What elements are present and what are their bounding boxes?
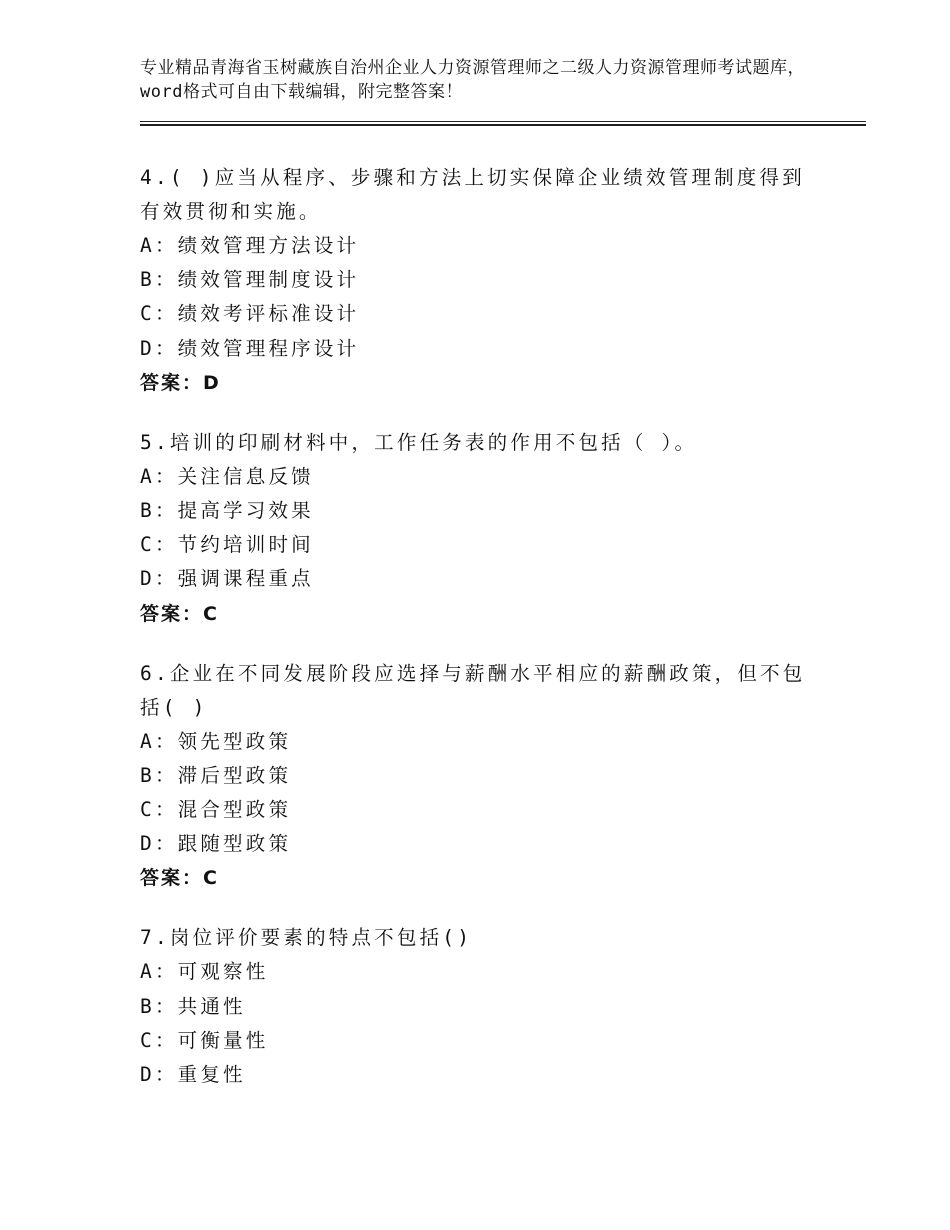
- question-list: [140, 161, 820, 1118]
- answer-line: 答案：C: [140, 867, 219, 890]
- option-a: A：可观察性: [140, 960, 269, 984]
- option-d: D：重复性: [140, 1063, 246, 1087]
- question-6: [140, 657, 820, 896]
- question-stem: 5.培训的印刷材料中，工作任务表的作用不包括（ ）。: [140, 430, 698, 454]
- option-b: B：提高学习效果: [140, 499, 314, 523]
- option-b: B：共通性: [140, 994, 246, 1018]
- option-a: A：领先型政策: [140, 729, 292, 753]
- question-5: [140, 426, 820, 631]
- header-rule-thin: [140, 121, 866, 122]
- option-a: A：关注信息反馈: [140, 464, 314, 488]
- option-c: C：绩效考评标准设计: [140, 302, 360, 326]
- header-rule-thick: [140, 124, 866, 126]
- option-c: C：混合型政策: [140, 798, 292, 822]
- option-a: A：绩效管理方法设计: [140, 234, 360, 257]
- option-c: C：可衡量性: [140, 1028, 269, 1052]
- question-4: [140, 161, 820, 400]
- question-7: [140, 921, 820, 1092]
- question-stem: 4.( )应当从程序、步骤和方法上切实保障企业绩效管理制度得到有效贯彻和实施。: [140, 166, 805, 223]
- option-d: D：跟随型政策: [140, 832, 292, 856]
- question-stem: 7.岗位评价要素的特点不包括(): [140, 926, 473, 950]
- option-b: B：绩效管理制度设计: [140, 268, 360, 292]
- answer-line: 答案：C: [140, 602, 219, 625]
- option-d: D：绩效管理程序设计: [140, 336, 360, 360]
- option-b: B：滞后型政策: [140, 763, 292, 787]
- document-header: 专业精品青海省玉树藏族自治州企业人力资源管理师之二级人力资源管理师考试题库，word格式可自由下载编辑，附完整答案！: [140, 58, 805, 102]
- option-c: C：节约培训时间: [140, 533, 314, 557]
- option-d: D：强调课程重点: [140, 567, 314, 591]
- question-stem: 6.企业在不同发展阶段应选择与薪酬水平相应的薪酬政策，但不包括( ): [140, 661, 806, 719]
- answer-line: 答案：D: [140, 371, 221, 394]
